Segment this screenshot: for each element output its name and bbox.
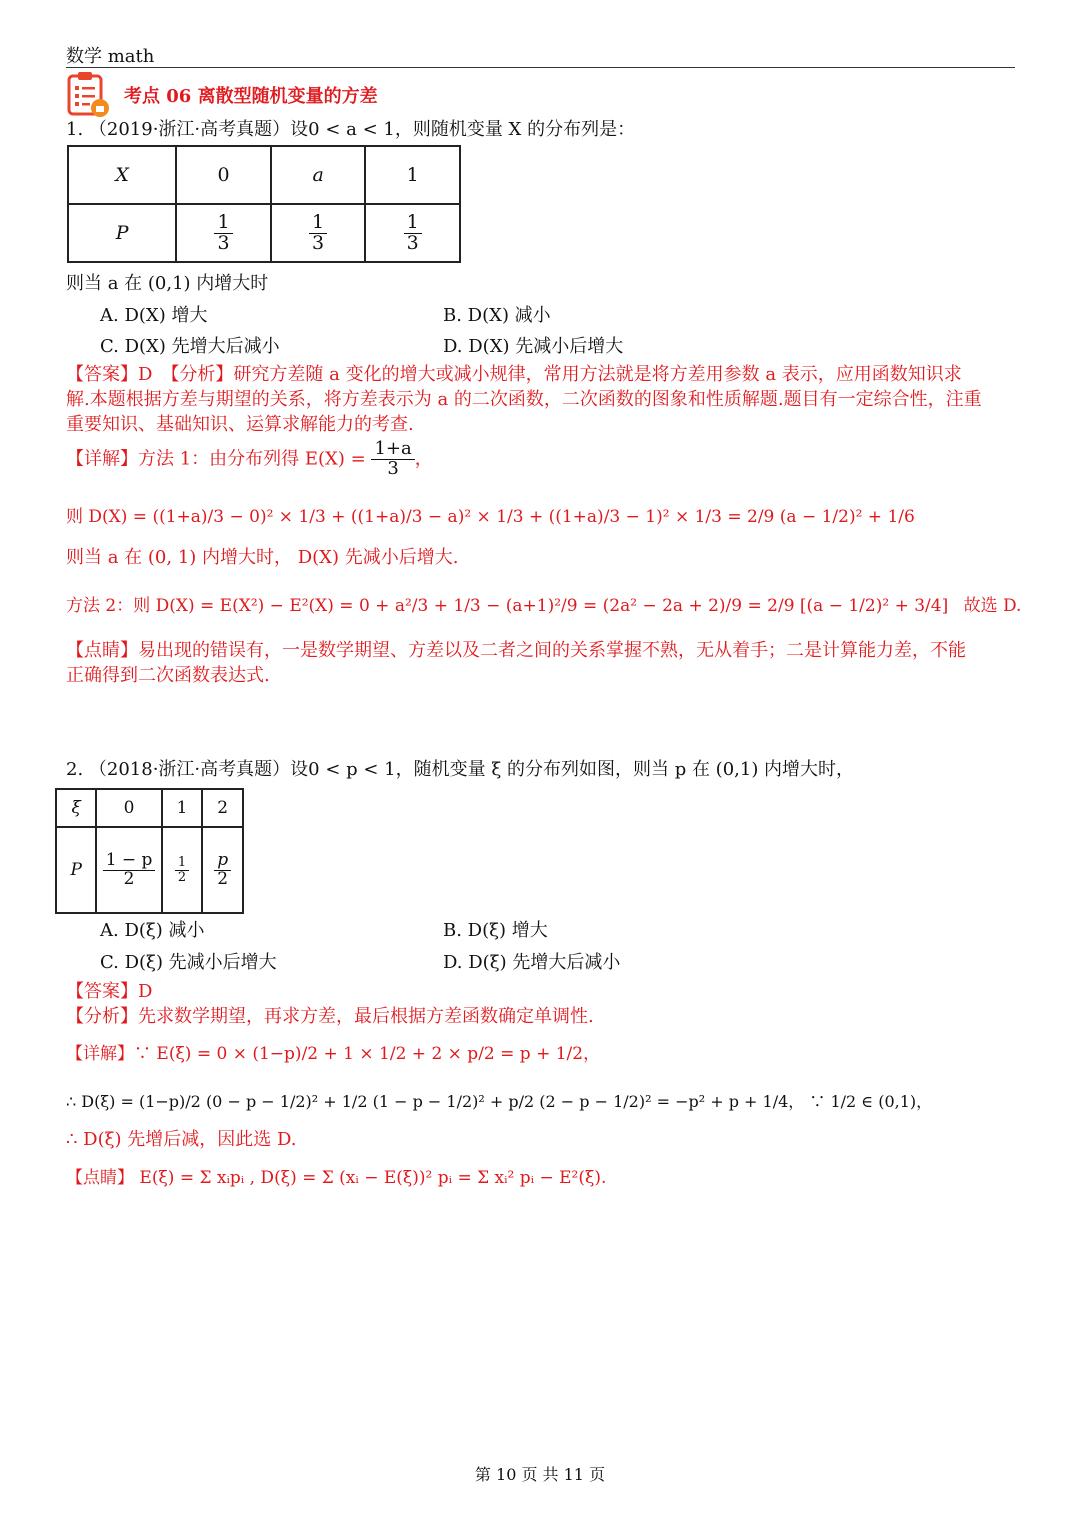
q2-option-c: C. D(ξ) 先减小后增大	[100, 952, 277, 973]
q2-variance-formula: ∴ D(ξ) = (1−p)/2 (0 − p − 1/2)² + 1/2 (1 − p − 1/2)² + p/2 (2 − p − 1/2)² = −p² + p + 1/4， ∵ 1/2 ∈ (0,1)，	[66, 1092, 933, 1111]
q2-option-b: B. D(ξ) 增大	[443, 920, 548, 941]
q2-tip: 【点睛】 E(ξ) = Σ xᵢpᵢ , D(ξ) = Σ (xᵢ − E(ξ))² pᵢ = Σ xᵢ² pᵢ − E²(ξ).	[66, 1168, 607, 1188]
q1-answer: 【答案】D 【分析】研究方差随 a 变化的增大或减小规律，常用方法就是将方差用参数 a 表示，应用函数知识求	[66, 364, 962, 385]
q2-detail: 【详解】∵ E(ξ) = 0 × (1−p)/2 + 1 × 1/2 + 2 × p/2 = p + 1/2，	[66, 1044, 601, 1064]
q1-answer-line3: 重要知识、基础知识、运算求解能力的考查.	[66, 414, 414, 435]
page-number: 第 10 页 共 11 页	[474, 1465, 606, 1484]
q1-answer-line2: 解.本题根据方差与期望的关系，将方差表示为 a 的二次函数，二次函数的图象和性质解题.题目有一定综合性，注重	[66, 389, 982, 410]
q1-tip: 【点睛】易出现的错误有，一是数学期望、方差以及二者之间的关系掌握不熟，无从着手；二是计算能力差，不能	[66, 640, 966, 661]
q1-table-p-label: P	[68, 204, 176, 262]
q2-table-cell: 1	[162, 789, 203, 827]
q1-method2: 方法 2：则 D(X) = E(X²) − E²(X) = 0 + a²/3 + 1/3 − (a+1)²/9 = (2a² − 2a + 2)/9 = 2/9 [(a − 1/2)² + 3/4] 故选 D.	[66, 596, 1022, 616]
q1-table-prob: $\frac{1}{3}$	[176, 204, 271, 262]
q2-table-cell: 0	[96, 789, 161, 827]
q2-stem: 2. （2018·浙江·高考真题）设0 < p < 1，随机变量 ξ 的分布列如图，则当 p 在 (0,1) 内增大时，	[66, 759, 855, 780]
q1-table-prob: $\frac{1}{3}$	[365, 204, 460, 262]
page-header-title: 数学 math	[66, 46, 155, 67]
q2-table-prob: $\frac{1 - p}{2}$	[96, 827, 161, 913]
q2-table-p-label: P	[56, 827, 96, 913]
q1-detail: 【详解】方法 1：由分布列得 E(X) = $\frac{1+a}{3}$ ，	[66, 438, 433, 479]
q1-option-c: C. D(X) 先增大后减小	[100, 336, 280, 357]
header-rule	[66, 67, 1015, 68]
q1-option-d: D. D(X) 先减小后增大	[443, 336, 624, 357]
q1-condition: 则当 a 在 (0,1) 内增大时	[66, 273, 269, 294]
q2-conclusion: ∴ D(ξ) 先增后减，因此选 D.	[66, 1129, 297, 1150]
q1-option-a: A. D(X) 增大	[100, 305, 208, 326]
q2-analysis: 【分析】先求数学期望，再求方差，最后根据方差函数确定单调性.	[66, 1006, 594, 1027]
q2-table-prob: $\frac{1}{2}$	[162, 827, 203, 913]
q2-option-a: A. D(ξ) 减小	[100, 920, 205, 941]
clipboard-icon	[66, 70, 110, 118]
q1-conclusion: 则当 a 在 (0, 1) 内增大时， D(X) 先减小后增大.	[66, 547, 459, 568]
q1-table-prob: $\frac{1}{3}$	[271, 204, 366, 262]
q2-distribution-table	[55, 788, 244, 914]
q2-answer: 【答案】D	[66, 981, 153, 1002]
section-title: 考点 06 离散型随机变量的方差	[124, 86, 378, 107]
q1-tip-line2: 正确得到二次函数表达式.	[66, 665, 270, 686]
q1-stem: 1. （2019·浙江·高考真题）设0 < a < 1，则随机变量 X 的分布列是：	[66, 119, 636, 140]
q1-distribution-table	[67, 145, 461, 263]
q1-table-cell: 0	[176, 146, 271, 204]
q1-option-b: B. D(X) 减小	[443, 305, 551, 326]
q2-table-cell: 2	[202, 789, 243, 827]
q2-table-prob: $\frac{p}{2}$	[202, 827, 243, 913]
q1-table-cell: a	[271, 146, 366, 204]
q1-table-cell: 1	[365, 146, 460, 204]
q2-option-d: D. D(ξ) 先增大后减小	[443, 952, 621, 973]
q1-table-x-label: X	[68, 146, 176, 204]
q1-variance-formula: 则 D(X) = ((1+a)/3 − 0)² × 1/3 + ((1+a)/3 − a)² × 1/3 + ((1+a)/3 − 1)² × 1/3 = 2/9 (a − 1/2)² + 1/6	[66, 507, 915, 527]
q2-table-xi-label: ξ	[56, 789, 96, 827]
